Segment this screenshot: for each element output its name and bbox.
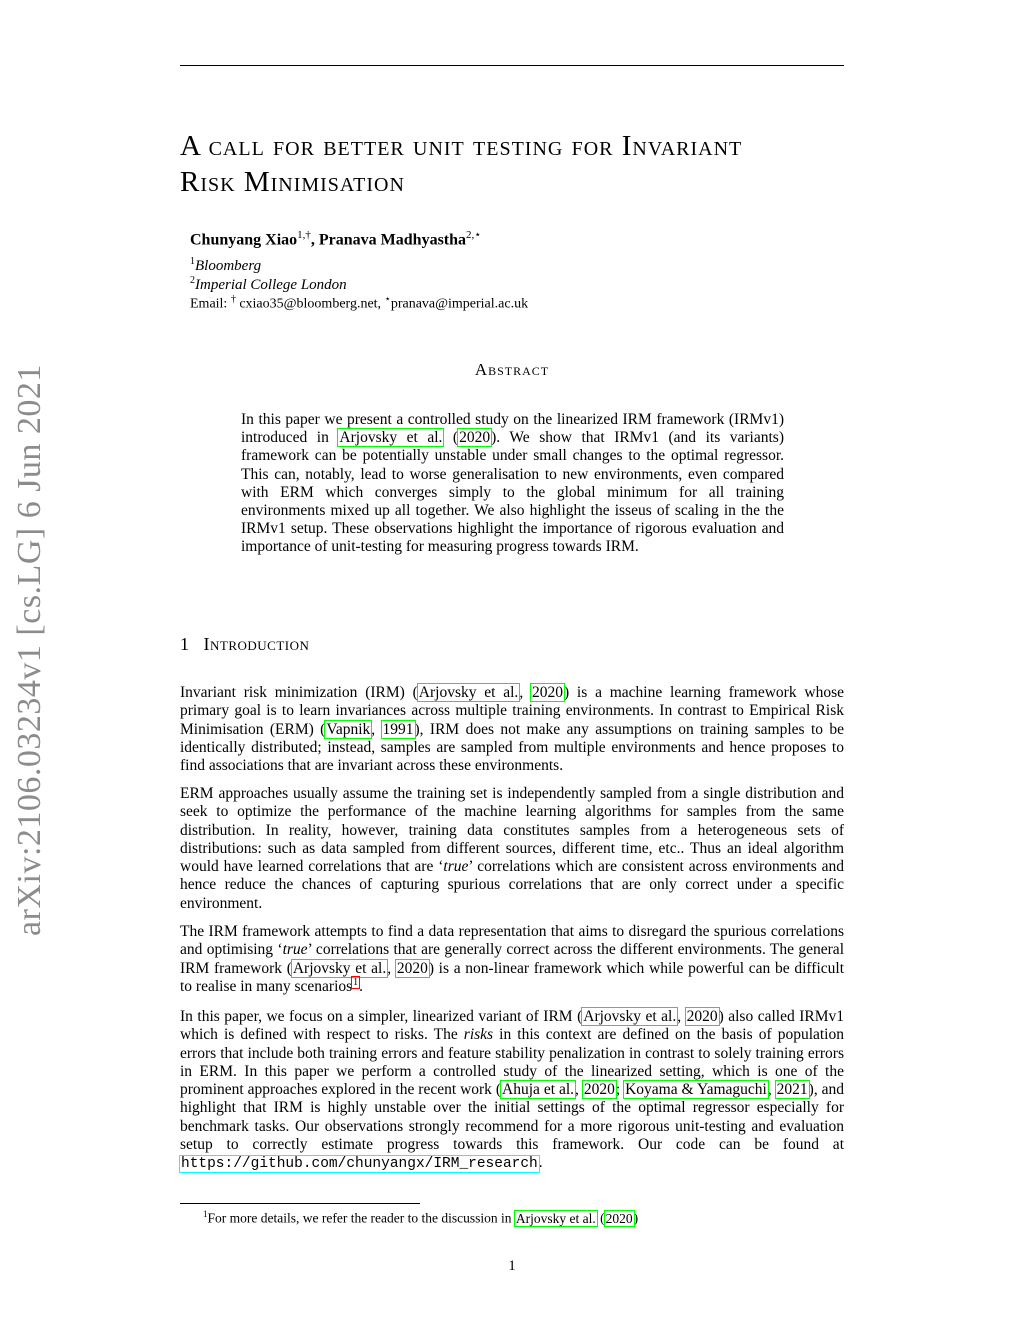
section-heading	[180, 634, 309, 655]
email-2[interactable]: pranava@imperial.ac.uk	[390, 296, 529, 312]
body-text: ;	[615, 1081, 625, 1099]
body-text: in this context are defined on the basis of population errors that include both training errors and feature stability penalization in contrast to solely training errors in ERM. In this paper we perform a controlled study of the linearized setting, which is one of the prominent approaches explored in the recent work (	[180, 1026, 844, 1099]
body-text: ,	[371, 720, 382, 738]
body-text: ,	[519, 684, 531, 701]
author-1-name: Chunyang Xiao	[190, 231, 298, 249]
abstract-text: In this paper we present a controlled study on the linearized IRM framework (IRMv1) introduced in	[241, 411, 784, 447]
abstract-body	[241, 411, 784, 557]
body-text: ’ correlations which are consistent across environments and hence reduce the chances of capturing spurious correlations that are only correct under a specific environment.	[180, 858, 844, 912]
body-text: The IRM framework attempts to find a data representation that aims to disregard the spurious correlations and optimising ‘	[180, 923, 844, 959]
body-text: .	[359, 977, 364, 995]
arxiv-sidebar-stamp	[0, 364, 60, 936]
body-text: ,	[767, 1081, 776, 1099]
paper-title	[180, 128, 850, 200]
intro-paragraph-2	[180, 785, 844, 913]
page-number: 1	[508, 1258, 516, 1274]
top-rule	[180, 65, 844, 66]
footnote-text: )	[633, 1210, 639, 1226]
author-2-marks: 2,⋆	[466, 229, 482, 241]
affiliation-1	[190, 256, 261, 275]
citation-link[interactable]: 2020	[605, 1210, 633, 1226]
author-1-marks: 1,†	[297, 229, 311, 241]
body-text: In this paper, we focus on a simpler, linearized variant of IRM (	[180, 1008, 583, 1025]
footnote	[203, 1209, 638, 1227]
citation-link[interactable]: Koyama & Yamaguchi	[625, 1081, 767, 1099]
affiliation-1-name: Bloomberg	[195, 258, 262, 274]
email-label: Email:	[190, 296, 231, 312]
intro-paragraph-3	[180, 923, 844, 996]
footnote-text: (	[596, 1210, 605, 1226]
affiliation-1-number: 1	[190, 256, 195, 267]
citation-link[interactable]: Ahuja et al.	[502, 1081, 575, 1099]
section-number: 1	[180, 634, 190, 654]
body-text: ERM approaches usually assume the training set is independently sampled from a single distribution and seek to optimize the performance of the machine learning algorithms for samples from the same distribution. In reality, however, training data constitutes samples from a heterogeneous sets of distributions: such as data sampled from different sources, different time, etc.. Thus an ideal algorithm would have learned correlations that are ‘	[180, 785, 844, 876]
email-2-mark: ⋆	[384, 294, 391, 305]
title-line-1: A call for better unit testing for Invariant	[180, 130, 743, 162]
citation-link[interactable]: Arjovsky et al.	[292, 959, 387, 977]
citation-link[interactable]: 1991	[382, 720, 414, 738]
footnote-ref-link[interactable]: 1	[353, 976, 359, 988]
citation-link[interactable]: 2021	[776, 1081, 808, 1099]
email-1[interactable]: cxiao35@bloomberg.net,	[235, 296, 385, 312]
emphasis: true	[282, 941, 308, 959]
body-text: ) is a non-linear framework which while powerful can be difficult to realise in many scenarios	[180, 959, 845, 995]
body-text: ) also called IRMv1 which is defined with respect to risks. The	[180, 1008, 844, 1044]
intro-paragraph-4	[180, 1008, 844, 1174]
section-title: Introduction	[203, 634, 310, 654]
citation-link[interactable]: 2020	[459, 429, 491, 447]
footnote-number: 1	[203, 1209, 208, 1219]
body-text: ,	[387, 959, 396, 977]
affiliation-2	[190, 275, 347, 294]
citation-link[interactable]: Arjovsky et al.	[418, 684, 519, 701]
footnote-rule	[180, 1203, 420, 1204]
abstract-text: (	[443, 429, 459, 447]
body-text: ), and highlight that IRM is highly unstable over the initial settings of the optimal regressor especially for benchmark tasks. Our observations strongly recommend for a more rigorous unit-testing and evaluation setup to correctly estimate progress towards this framework. Our code can be found at	[180, 1081, 845, 1154]
citation-link[interactable]: Arjovsky et al.	[583, 1008, 677, 1025]
email-1-mark: †	[230, 294, 236, 305]
citation-link[interactable]: 2020	[396, 959, 428, 977]
affiliation-2-number: 2	[190, 275, 195, 286]
affiliation-2-name: Imperial College London	[195, 277, 347, 293]
abstract-heading: Abstract	[474, 360, 550, 379]
body-text: ), IRM does not make any assumptions on training samples to be identically distributed; instead, samples are sampled from multiple environments and hence proposes to find associations that are invariant across these environments.	[180, 720, 845, 775]
citation-link[interactable]: Arjovsky et al.	[515, 1210, 596, 1226]
body-text: ) is a machine learning framework whose primary goal is to learn invariances across multiple training environments. In contrast to Empirical Risk Minimisation (ERM) (	[180, 684, 844, 738]
body-text: Invariant risk minimization (IRM) (	[180, 684, 418, 701]
author-separator: ,	[310, 231, 319, 249]
footnote-text: For more details, we refer the reader to the discussion in	[207, 1210, 515, 1226]
intro-paragraph-1	[180, 684, 844, 775]
citation-link[interactable]: Arjovsky et al.	[339, 429, 443, 447]
author-list	[190, 228, 481, 249]
emphasis: risks	[463, 1026, 494, 1044]
arxiv-identifier: arXiv:2106.03234v1 [cs.LG] 6 Jun 2021	[11, 364, 48, 936]
citation-link[interactable]: Vapnik	[326, 720, 371, 738]
author-2-name: Pranava Madhyastha	[318, 231, 467, 249]
body-text: ,	[677, 1008, 686, 1025]
citation-link[interactable]: 2020	[686, 1008, 718, 1025]
code-repository-link[interactable]: https://github.com/chunyangx/IRM_research	[181, 1156, 538, 1173]
body-text: ’ correlations that are generally correct across the different environments. The general IRM framework (	[180, 941, 844, 977]
citation-link[interactable]: 2020	[583, 1081, 615, 1099]
email-line	[190, 294, 528, 313]
citation-link[interactable]: 2020	[531, 684, 563, 701]
title-line-2: Risk Minimisation	[180, 166, 405, 198]
emphasis: true	[443, 858, 469, 876]
body-text: .	[538, 1154, 543, 1172]
body-text: ,	[575, 1081, 583, 1099]
abstract-text: ). We show that IRMv1 (and its variants) framework can be potentially unstable under small changes to the optimal regressor. This can, notably, lead to worse generalisation to new environments, even compared with ERM which converges simply to the global minimum for all training environments mixed up all together. We also highlight the isseus of scaling in the the IRMv1 setup. These observations highlight the importance of rigorous evaluation and importance of unit-testing for measuring progress towards IRM.	[241, 429, 784, 556]
